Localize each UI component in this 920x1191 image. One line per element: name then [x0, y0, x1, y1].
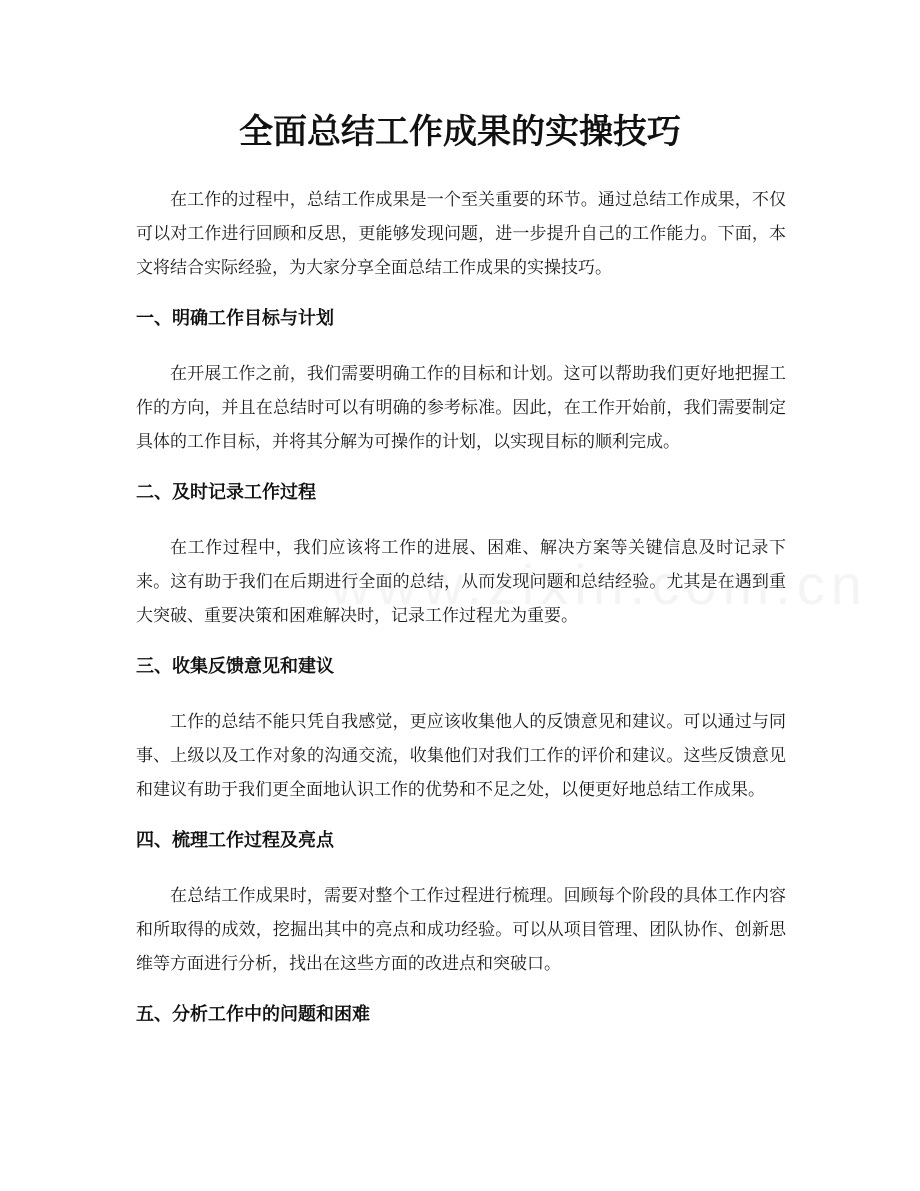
section-heading-5: 五、分析工作中的问题和困难 [136, 1004, 370, 1025]
section-body-2: 在工作过程中，我们应该将工作的进展、困难、解决方案等关键信息及时记录下来。这有助于我们在后期进行全面的总结，从而发现问题和总结经验。尤其是在遇到重大突破、重要决策和困难解决时，记录工作过程尤为重要。 [136, 538, 786, 626]
section-heading-2: 二、及时记录工作过程 [136, 482, 316, 503]
document-body [136, 183, 786, 1053]
intro-paragraph: 在工作的过程中，总结工作成果是一个至关重要的环节。通过总结工作成果，不仅可以对工作进行回顾和反思，更能够发现问题，进一步提升自己的工作能力。下面，本文将结合实际经验，为大家分享全面总结工作成果的实操技巧。 [136, 190, 786, 278]
section-heading-3: 三、收集反馈意见和建议 [136, 656, 334, 677]
section-body-1: 在开展工作之前，我们需要明确工作的目标和计划。这可以帮助我们更好地把握工作的方向，并且在总结时可以有明确的参考标准。因此，在工作开始前，我们需要制定具体的工作目标，并将其分解为可操作的计划，以实现目标的顺利完成。 [136, 364, 786, 452]
section-heading-1: 一、明确工作目标与计划 [136, 308, 334, 329]
section-body-3: 工作的总结不能只凭自我感觉，更应该收集他人的反馈意见和建议。可以通过与同事、上级以及工作对象的沟通交流，收集他们对我们工作的评价和建议。这些反馈意见和建议有助于我们更全面地认识工作的优势和不足之处，以便更好地总结工作成果。 [136, 712, 786, 800]
section-heading-4: 四、梳理工作过程及亮点 [136, 830, 334, 851]
section-body-4: 在总结工作成果时，需要对整个工作过程进行梳理。回顾每个阶段的具体工作内容和所取得的成效，挖掘出其中的亮点和成功经验。可以从项目管理、团队协作、创新思维等方面进行分析，找出在这些方面的改进点和突破口。 [136, 886, 786, 974]
document-title: 全面总结工作成果的实操技巧 [239, 112, 681, 152]
